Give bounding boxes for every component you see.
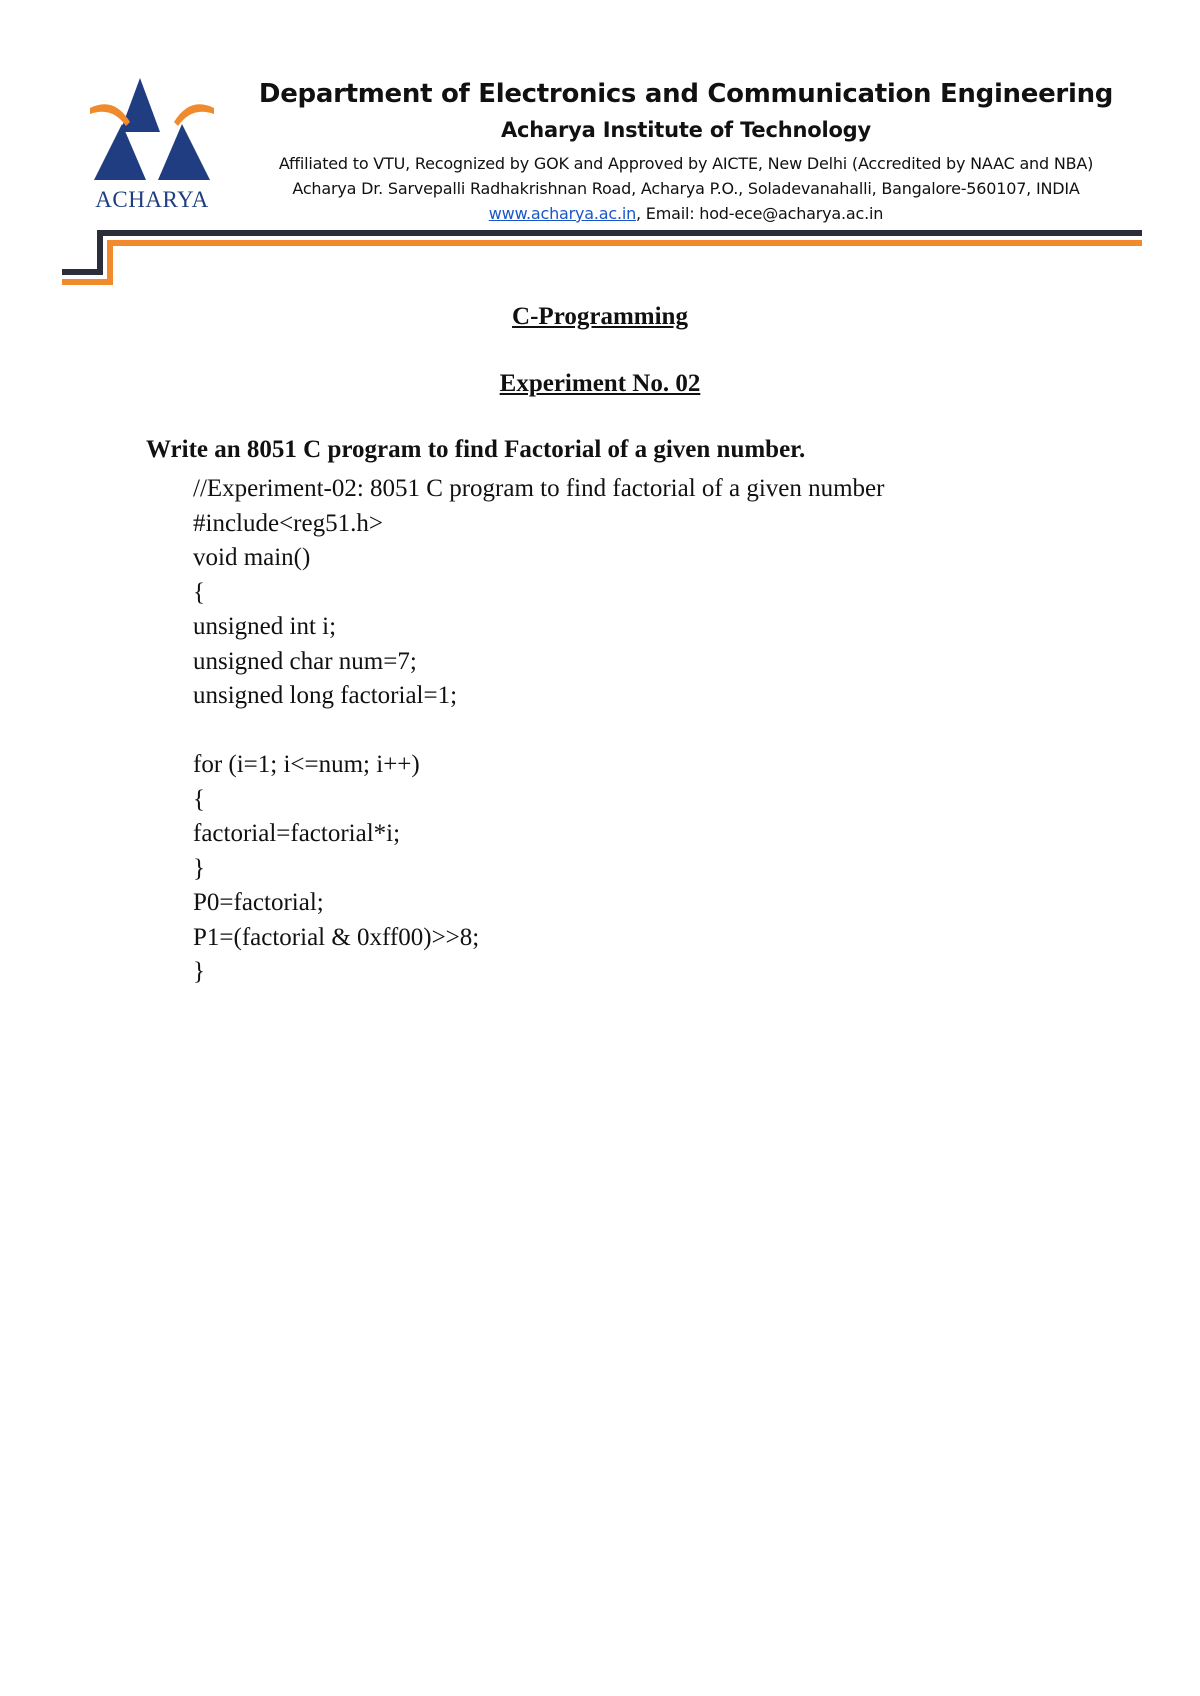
- code-listing: [193, 472, 884, 990]
- logo-emblem-icon: [88, 72, 216, 192]
- code-line: #include<reg51.h>: [193, 509, 383, 537]
- code-line: unsigned char num=7;: [193, 647, 417, 675]
- code-line: //Experiment-02: 8051 C program to find factorial of a given number: [193, 475, 885, 502]
- acharya-logo: [88, 72, 216, 222]
- website-link[interactable]: www.acharya.ac.in: [488, 204, 637, 223]
- course-title: C-Programming: [512, 303, 688, 330]
- code-line-blank: [193, 714, 884, 749]
- code-line: P0=factorial;: [193, 889, 324, 916]
- contact-line: [226, 201, 1146, 226]
- code-line: }: [193, 958, 205, 985]
- code-line: {: [193, 785, 205, 813]
- institute-name: Acharya Institute of Technology: [500, 118, 871, 142]
- address-line: Acharya Dr. Sarvepalli Radhakrishnan Road, Acharya P.O., Soladevanahalli, Bangalore-560107, INDIA: [292, 179, 1080, 198]
- header-divider: [62, 228, 1142, 286]
- code-line: {: [193, 578, 205, 606]
- email-text: , Email: hod-ece@acharya.ac.in: [636, 204, 884, 223]
- code-line: unsigned int i;: [193, 613, 337, 640]
- code-line: unsigned long factorial=1;: [193, 682, 458, 709]
- question-text: Write an 8051 C program to find Factorial of a given number.: [146, 436, 806, 463]
- code-line: for (i=1; i<=num; i++): [193, 751, 420, 778]
- letterhead: [226, 76, 1146, 226]
- code-line: }: [193, 854, 205, 882]
- code-line: P1=(factorial & 0xff00)>>8;: [193, 923, 480, 951]
- affiliation-line: Affiliated to VTU, Recognized by GOK and Approved by AICTE, New Delhi (Accredited by NAAC and NBA): [278, 154, 1094, 173]
- code-line: void main(): [193, 544, 311, 571]
- experiment-title: Experiment No. 02: [499, 370, 701, 397]
- code-line: factorial=factorial*i;: [193, 820, 401, 847]
- department-name: Department of Electronics and Communication Engineering: [258, 79, 1114, 109]
- logo-wordmark: ACHARYA: [95, 187, 209, 212]
